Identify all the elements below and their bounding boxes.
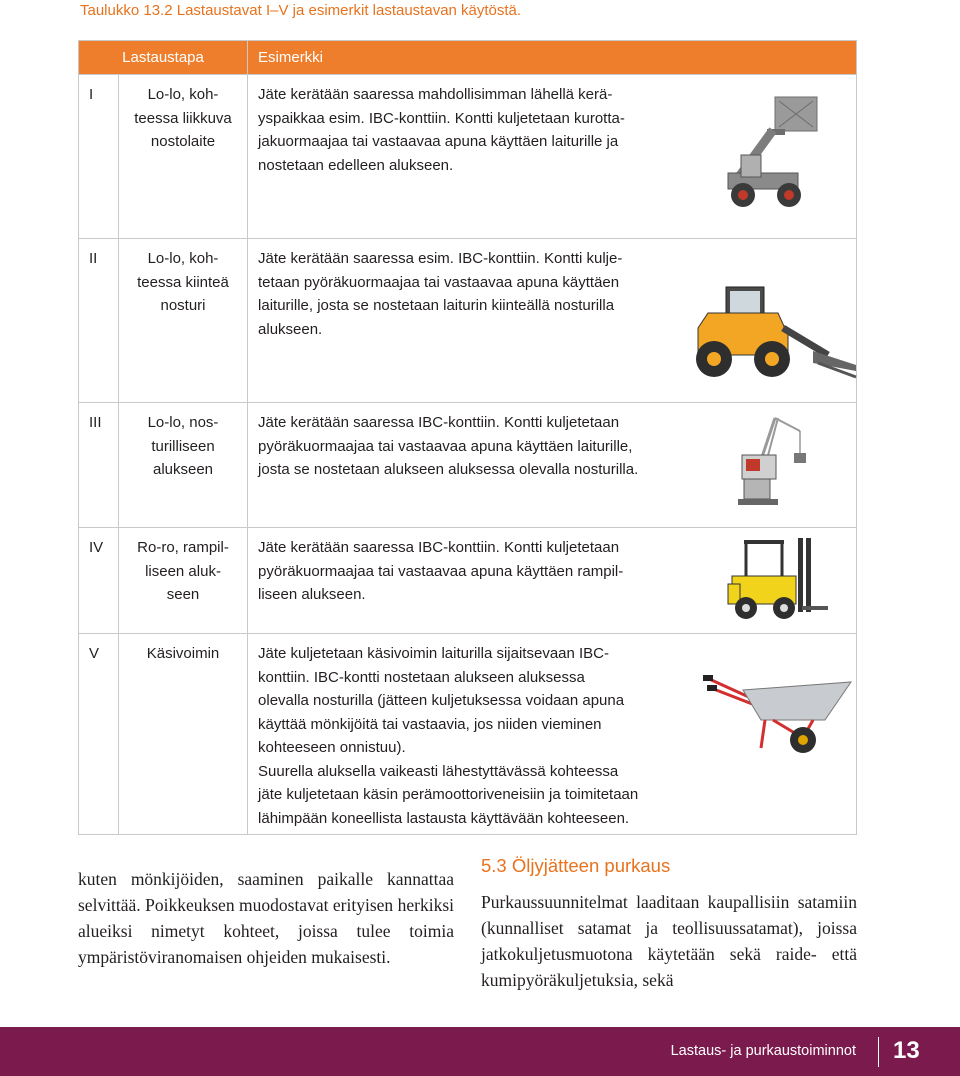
footer-title: Lastaus- ja purkaustoiminnot: [670, 1043, 856, 1059]
row-number: III: [79, 403, 119, 528]
header-loading-method: Lastaustapa: [79, 41, 248, 75]
telehandler-icon: [713, 85, 833, 225]
loading-type: [119, 403, 248, 528]
section-heading: [481, 855, 670, 877]
example-cell: [248, 75, 857, 239]
example-text: Jäte kerätään saaressa IBC-konttiin. Kontti kuljetetaan pyöräkuormaajaa tai vastaavaa apuna käyttäen rampil- liseen alukseen.: [258, 539, 624, 603]
table-row: [79, 75, 857, 239]
footer-divider: [878, 1037, 879, 1067]
crane-icon: [730, 413, 810, 513]
body-text-right: Purkaussuunnitelmat laaditaan kaupallisiin satamiin (kunnalliset satamat ja teollisuussatamat), joissa jatkokuljetusmuotona käytetään sekä raide- että kumipyöräkuljetuksia, sekä: [481, 892, 857, 990]
header-example: Esimerkki: [248, 41, 857, 75]
loading-type-text: Käsivoimin: [146, 645, 220, 662]
forklift-icon: [718, 534, 828, 624]
loading-type: [119, 75, 248, 239]
example-cell: [248, 239, 857, 403]
loading-type-text: Ro-ro, rampil- liseen aluk- seen: [137, 539, 229, 603]
table-header-row: [79, 41, 857, 75]
table-caption: Taulukko 13.2 Lastaustavat I–V ja esimerkit lastaustavan käytöstä.: [80, 2, 522, 19]
row-number: I: [79, 75, 119, 239]
loading-type: [119, 634, 248, 835]
loading-methods-table: [78, 40, 857, 835]
example-text: Jäte kerätään saaressa mahdollisimman lähellä kerä- yspaikkaa esim. IBC-konttiin. Kontti kuljetetaan kurotta- jakuormaajaa tai vastaavaa apuna käyttäen laiturille ja nostetaan edelleen alukseen.: [258, 86, 625, 174]
row-number: II: [79, 239, 119, 403]
table-row: [79, 528, 857, 634]
loading-type: [119, 239, 248, 403]
example-cell: [248, 528, 857, 634]
table-row: [79, 239, 857, 403]
example-cell: [248, 634, 857, 835]
page-number: 13: [893, 1037, 920, 1064]
loading-type: [119, 528, 248, 634]
example-cell: [248, 403, 857, 528]
section-title: Öljyjätteen purkaus: [511, 855, 671, 876]
body-text-left: kuten mönkijöiden, saaminen paikalle kannattaa selvittää. Poikkeuksen muodostavat erityisen herkiksi alueiksi nimetyt kohteet, joissa tulee toimia ympäristöviranomaisen ohjeiden mukaisesti.: [78, 869, 454, 967]
wheel-loader-icon: [688, 273, 858, 383]
loading-type-text: Lo-lo, koh- teessa liikkuva nostolaite: [134, 86, 232, 150]
row-number: IV: [79, 528, 119, 634]
example-text: Jäte kuljetetaan käsivoimin laiturilla sijaitsevaan IBC- konttiin. IBC-kontti nostetaan alukseen aluksessa olevalla nosturilla (jätteen kuljetuksessa voidaan apuna käyttää mönkijöitä tai vastaavia, jos niiden vieminen kohteeseen onnistuu). Suurella aluksella vaikeasti lähestyttävässä kohteessa jäte kuljetetaan käsin perämoottoriveneisiin ja toimitetaan lähimpään koneellista lastausta käyttävään kohteeseen.: [258, 645, 639, 827]
loading-type-text: Lo-lo, nos- turilliseen alukseen: [147, 414, 219, 478]
wheelbarrow-icon: [703, 668, 853, 758]
example-text: Jäte kerätään saaressa esim. IBC-konttiin. Kontti kulje- tetaan pyöräkuormaajaa tai vastaavaa apuna käyttäen laiturille, josta se nostetaan laiturin kiinteällä nosturilla alukseen.: [258, 250, 623, 338]
row-number: V: [79, 634, 119, 835]
loading-type-text: Lo-lo, koh- teessa kiinteä nosturi: [137, 250, 229, 314]
table-row: [79, 634, 857, 835]
table-row: [79, 403, 857, 528]
page-footer: [0, 1027, 960, 1076]
section-number: 5.3: [481, 855, 507, 876]
example-text: Jäte kerätään saaressa IBC-konttiin. Kontti kuljetetaan pyöräkuormaajaa tai vastaavaa apuna käyttäen laiturille, josta se nostetaan alukseen aluksessa olevalla nosturilla.: [258, 414, 639, 478]
